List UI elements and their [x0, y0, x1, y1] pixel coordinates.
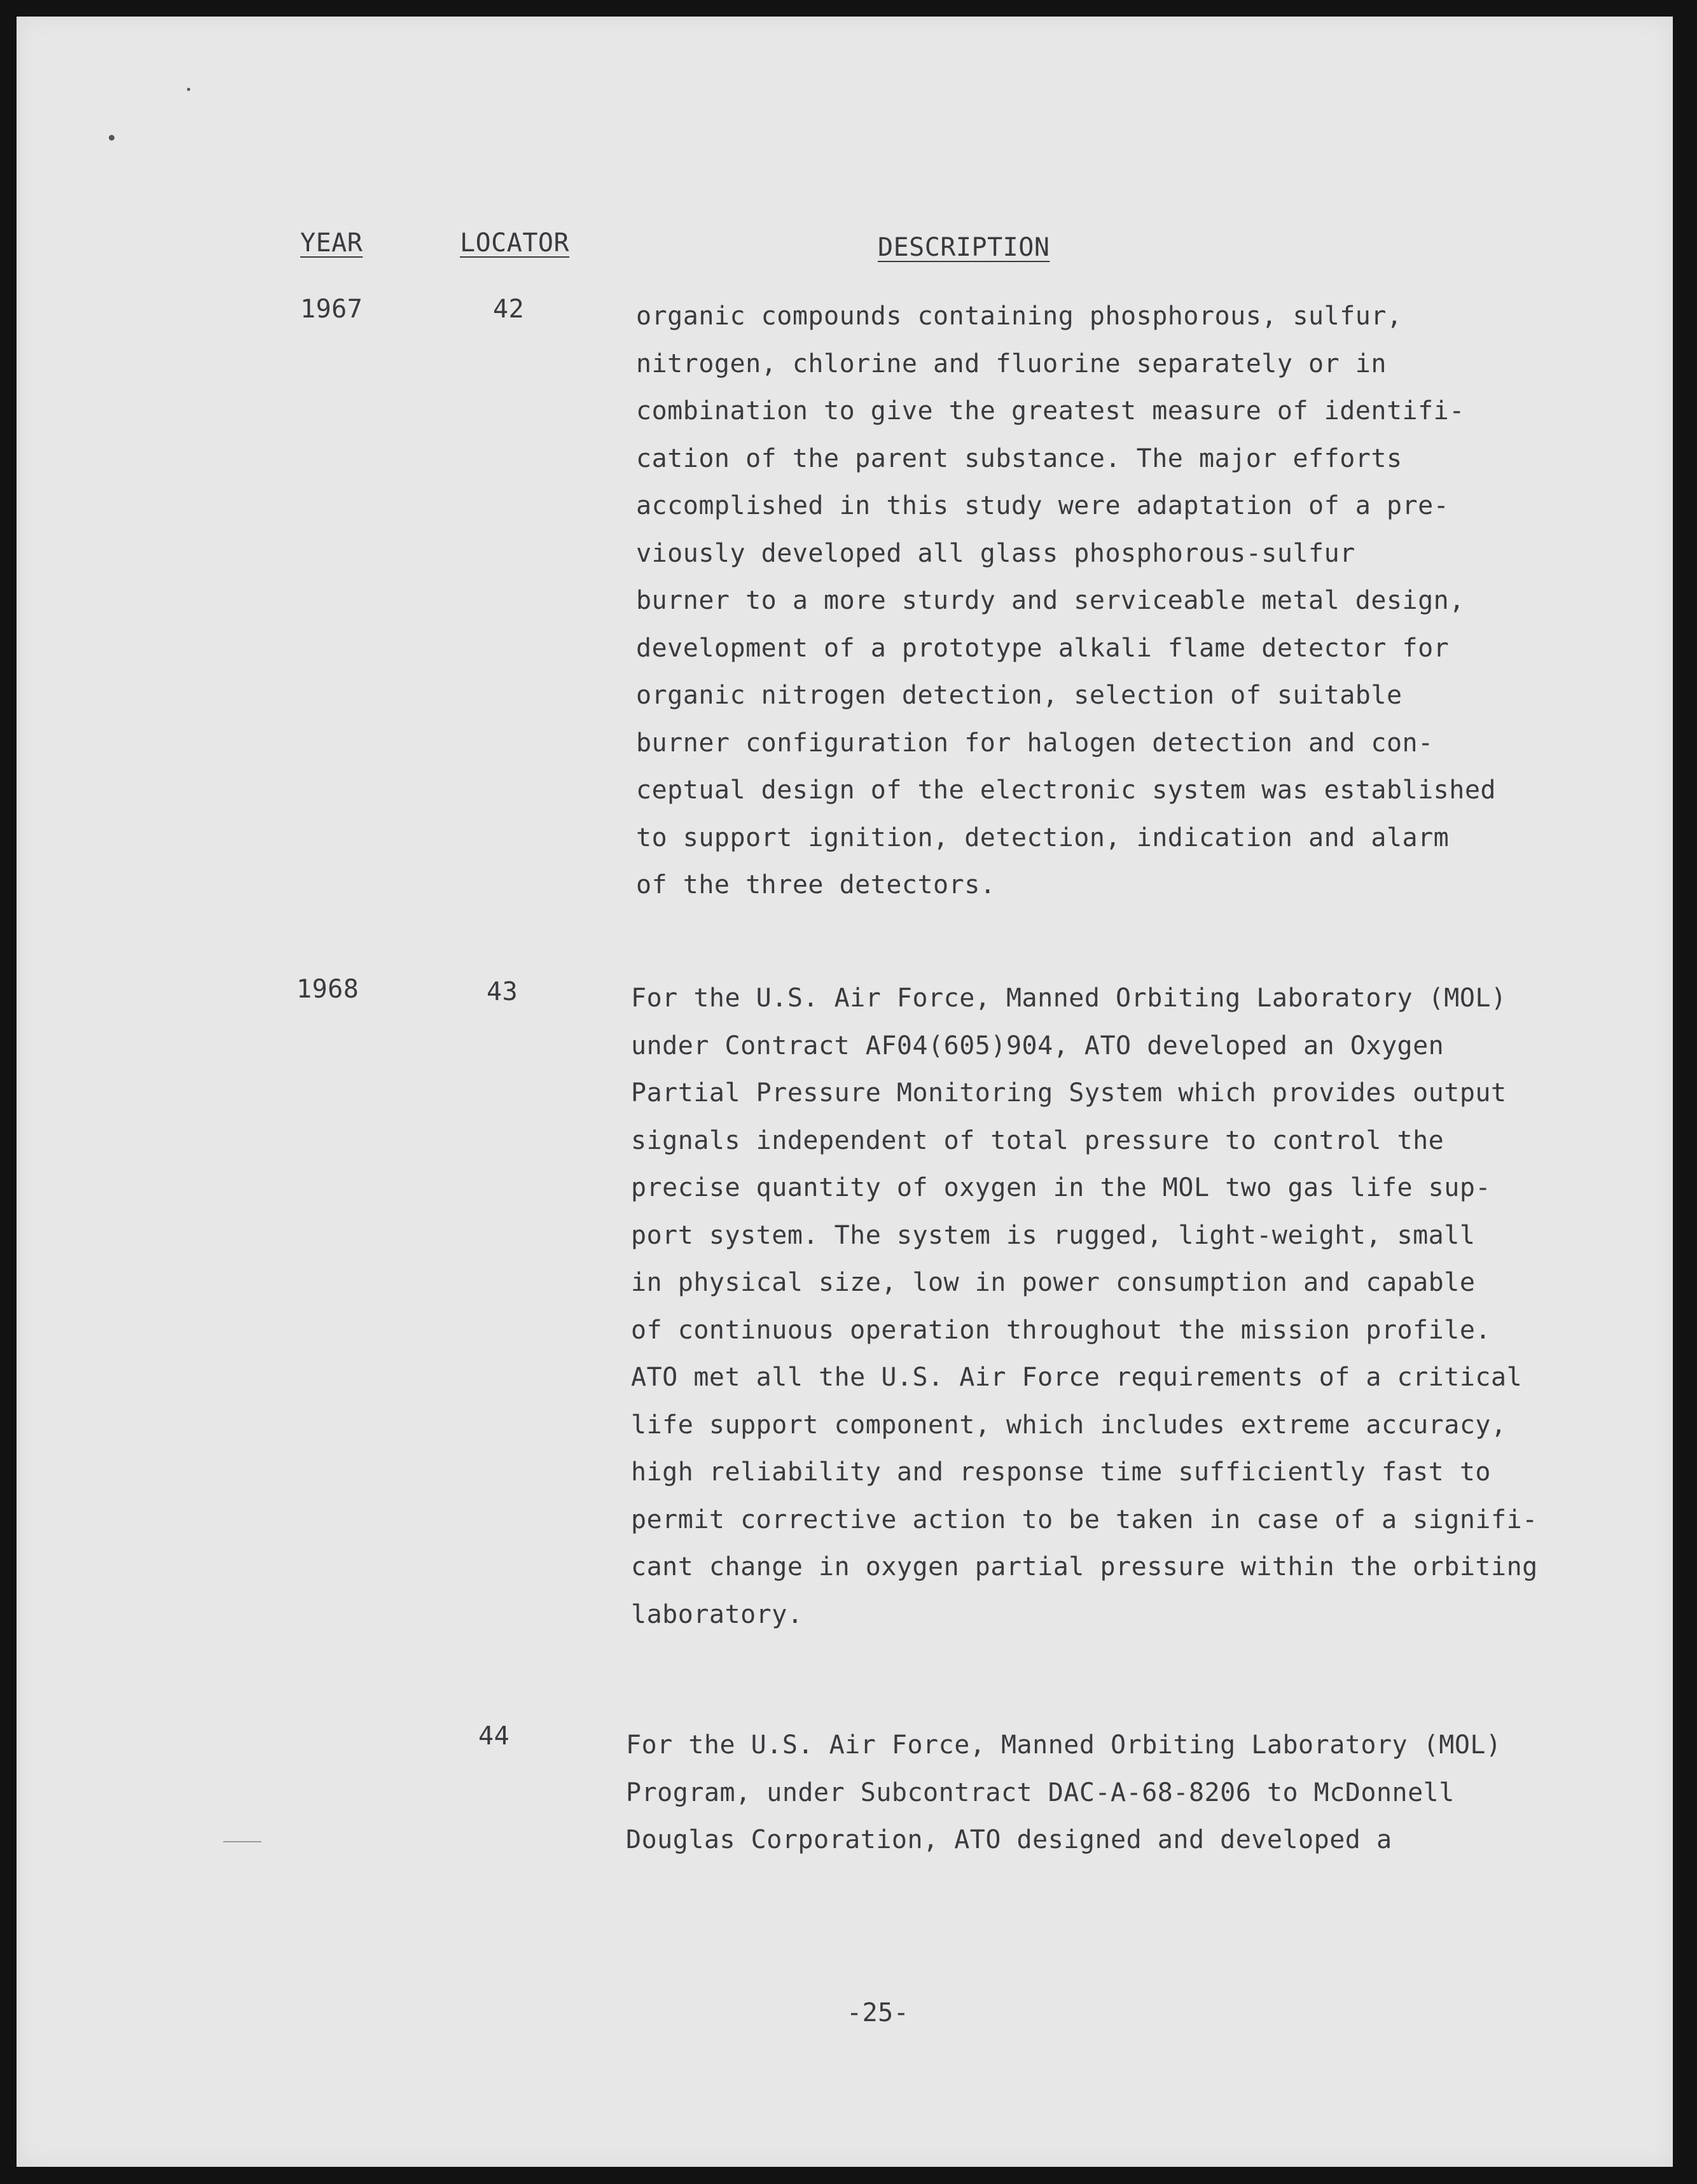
description-line: in physical size, low in power consumption and capable: [631, 1268, 1476, 1297]
description-line: of the three detectors.: [636, 870, 996, 900]
description-line: precise quantity of oxygen in the MOL two gas life sup-: [631, 1173, 1492, 1202]
description-line: combination to give the greatest measure of identifi-: [636, 396, 1465, 426]
locator-header: LOCATOR: [460, 228, 570, 258]
scan-speck: [187, 88, 190, 91]
entry-year: 1967: [300, 295, 363, 324]
description-line: permit corrective action to be taken in case of a signifi-: [631, 1505, 1538, 1534]
description-line: Program, under Subcontract DAC-A-68-8206 to McDonnell: [626, 1777, 1455, 1807]
entry-description: [626, 1721, 1502, 1864]
description-line: cant change in oxygen partial pressure within the orbiting: [631, 1552, 1538, 1582]
description-line: life support component, which includes extreme accuracy,: [631, 1410, 1507, 1440]
description-line: organic nitrogen detection, selection of suitable: [636, 681, 1403, 710]
entry-year: 1968: [296, 975, 359, 1004]
description-line: ceptual design of the electronic system was established: [636, 776, 1497, 805]
description-line: viously developed all glass phosphorous-sulfur: [636, 538, 1355, 568]
description-line: burner to a more sturdy and serviceable metal design,: [636, 586, 1465, 615]
description-line: Douglas Corporation, ATO designed and developed a: [626, 1825, 1392, 1854]
description-line: For the U.S. Air Force, Manned Orbiting Laboratory (MOL): [626, 1730, 1502, 1760]
description-line: development of a prototype alkali flame detector for: [636, 633, 1450, 663]
scan-speck: [109, 135, 114, 141]
description-line: ATO met all the U.S. Air Force requirements of a critical: [631, 1363, 1523, 1392]
description-line: burner configuration for halogen detection and con-: [636, 728, 1434, 758]
description-line: accomplished in this study were adaptation of a pre-: [636, 491, 1450, 520]
description-header: DESCRIPTION: [878, 233, 1050, 262]
description-line: organic compounds containing phosphorous, sulfur,: [636, 302, 1403, 331]
description-line: under Contract AF04(605)904, ATO developed an Oxygen: [631, 1031, 1444, 1061]
description-line: For the U.S. Air Force, Manned Orbiting Laboratory (MOL): [631, 984, 1507, 1013]
description-line: of continuous operation throughout the mission profile.: [631, 1315, 1492, 1345]
document-page: [17, 17, 1673, 2167]
entry-locator: 43: [487, 977, 518, 1006]
description-line: to support ignition, detection, indication and alarm: [636, 823, 1450, 852]
description-line: cation of the parent substance. The major efforts: [636, 443, 1403, 473]
description-line: laboratory.: [631, 1599, 803, 1629]
year-header: YEAR: [300, 228, 363, 258]
page-number: -25-: [847, 1998, 910, 2028]
description-line: Partial Pressure Monitoring System which provides output: [631, 1078, 1507, 1108]
entry-description: [636, 293, 1496, 909]
entry-locator: 44: [478, 1721, 510, 1751]
entry-locator: 42: [493, 295, 525, 324]
margin-mark: [223, 1841, 261, 1842]
description-line: nitrogen, chlorine and fluorine separately or in: [636, 349, 1387, 379]
description-line: signals independent of total pressure to control the: [631, 1125, 1444, 1155]
description-line: port system. The system is rugged, light-weight, small: [631, 1220, 1476, 1250]
description-line: high reliability and response time sufficiently fast to: [631, 1457, 1492, 1487]
entry-description: [631, 975, 1538, 1638]
